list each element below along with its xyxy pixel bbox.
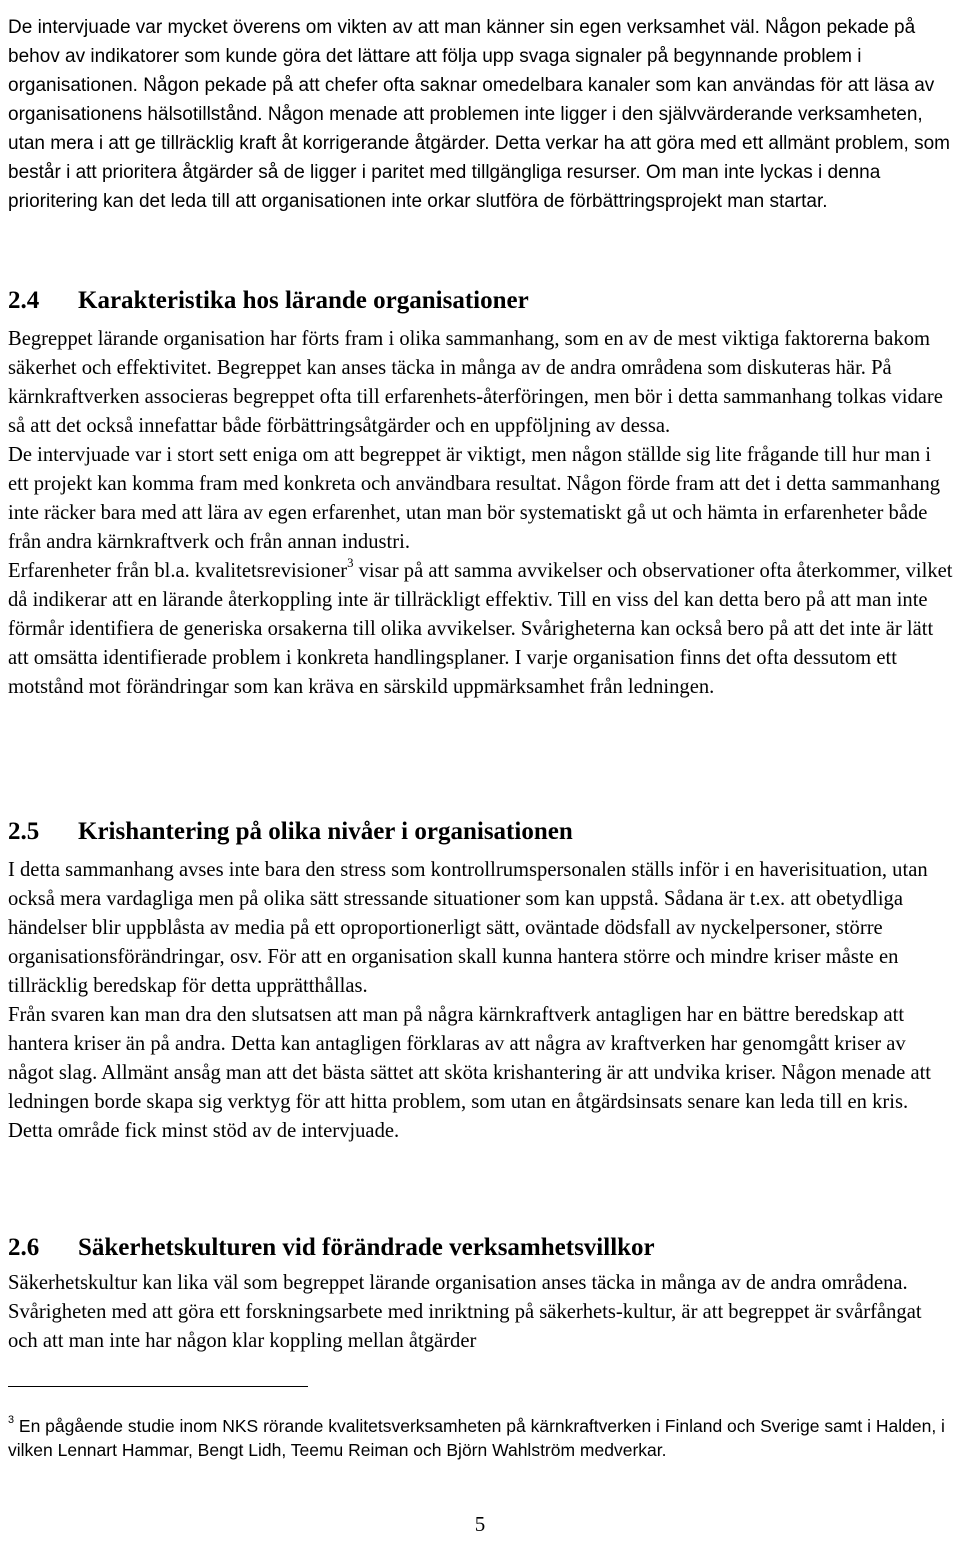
section-heading <box>8 817 954 847</box>
section-2-4 <box>8 286 954 702</box>
section-heading <box>8 286 954 316</box>
section-2-6 <box>8 1233 954 1356</box>
paragraph: I detta sammanhang avses inte bara den stress som kontrollrumspersonalen ställs inför i en haverisituation, utan också mera vardagliga men på olika sätt stressande situationer som kan uppstå. Sådana är t.ex. att obetydliga händelser blir uppblåsta av media på ett oproportionerligt sätt, oväntade dödsfall av nyckelpersoner, större organisationsförändringar, osv. För att en organisation skall kunna hantera större och mindre kriser måste en tillräcklig beredskap för detta upprätthållas. <box>8 859 928 997</box>
section-number: 2.4 <box>8 287 40 314</box>
page-number: 5 <box>474 1512 486 1536</box>
footnote-reference: 3 <box>347 556 354 571</box>
paragraph: De intervjuade var i stort sett eniga om att begreppet är viktigt, men någon ställde sig lite frågande till hur man i ett projekt kan komma fram med konkreta och användbara resultat. Någon förde fram att det i detta sammanhang inte räcker bara med att lära av egen erfarenhet, utan man bör systematiskt gå ut och hämta in erfarenheter både från andra kärnkraftverk och från annan industri. <box>8 444 941 553</box>
paragraph <box>8 557 954 702</box>
footnote <box>8 1414 954 1462</box>
paragraph-text: visar på att samma avvikelser och observationer ofta återkommer, vilket då indikerar att en lärande återkoppling inte är tillräckligt effektiv. Till en viss del kan detta bero på att man inte förmår identifiera de generiska orsakerna till olika avvikelser. Svårigheterna kan också bero på att det inte är lätt att omsätta identifierade problem i konkreta handlingsplaner. I varje organisation finns det ofta dessutom ett motstånd mot förändringar som kan kräva en särskild uppmärksamhet från ledningen. <box>8 560 953 698</box>
paragraph: Begreppet lärande organisation har förts fram i olika sammanhang, som en av de mest viktiga faktorerna bakom säkerhet och effektivitet. Begreppet kan anses täcka in många av de andra områdena som diskuteras här. På kärnkraftverken associeras begreppet ofta till erfarenhets-återföringen, men bör i detta sammanhang tolkas vidare så att det också innefattar både förbättringsåtgärder och en uppföljning av dessa. <box>8 328 943 437</box>
paragraph: Från svaren kan man dra den slutsatsen att man på några kärnkraftverk antagligen har en bättre beredskap att hantera kriser än på andra. Detta kan antagligen förklaras av att några av kraftverken har genomgått kriser av något slag. Allmänt ansåg man att det bästa sättet att sköta krishantering är att undvika kriser. Någon menade att ledningen borde skapa sig verktyg för att hitta problem, som utan en åtgärdsinsats senare kan leda till en kris. Detta område fick minst stöd av de intervjuade. <box>8 1004 932 1142</box>
paragraph: Säkerhetskultur kan lika väl som begreppet lärande organisation anses täcka in många av de andra områdena. Svårigheten med att göra ett forskningsarbete med inriktning på säkerhets-kultur, är att begreppet är svårfångat och att man inte har någon klar koppling mellan åtgärder <box>8 1272 922 1352</box>
section-title: Krishantering på olika nivåer i organisationen <box>78 818 573 845</box>
section-number: 2.5 <box>8 818 40 845</box>
section-number: 2.6 <box>8 1234 40 1261</box>
section-2-5 <box>8 817 954 1146</box>
section-title: Säkerhetskulturen vid förändrade verksamhetsvillkor <box>78 1234 655 1261</box>
section-title: Karakteristika hos lärande organisationer <box>78 287 529 314</box>
footnote-text: En pågående studie inom NKS rörande kvalitetsverksamheten på kärnkraftverken i Finland och Sverige samt i Halden, i vilken Lennart Hammar, Bengt Lidh, Teemu Reiman och Björn Wahlström medverkar. <box>8 1415 945 1460</box>
footnote-separator <box>8 1386 308 1387</box>
intro-paragraph: De intervjuade var mycket överens om vikten av att man känner sin egen verksamhet väl. Någon pekade på behov av indikatorer som kunde göra det lättare att följa upp svaga signaler på begynnande problem i organisationen. Någon pekade på att chefer ofta saknar omedelbara kanaler som kan användas för att läsa av organisationens hälsotillstånd. Någon menade att problemen inte ligger i den självvärderande verksamheten, utan mera i att ge tillräcklig kraft åt korrigerande åtgärder. Detta verkar ha att göra med ett allmänt problem, som består i att prioritera åtgärder så de ligger i paritet med tillgängliga resurser. Om man inte lyckas i denna prioritering kan det leda till att organisationen inte orkar slutföra de förbättringsprojekt man startar. <box>8 17 950 212</box>
paragraph-text: Erfarenheter från bl.a. kvalitetsrevisioner <box>8 560 348 582</box>
footnote-marker: 3 <box>8 1414 15 1427</box>
section-heading <box>8 1233 954 1263</box>
